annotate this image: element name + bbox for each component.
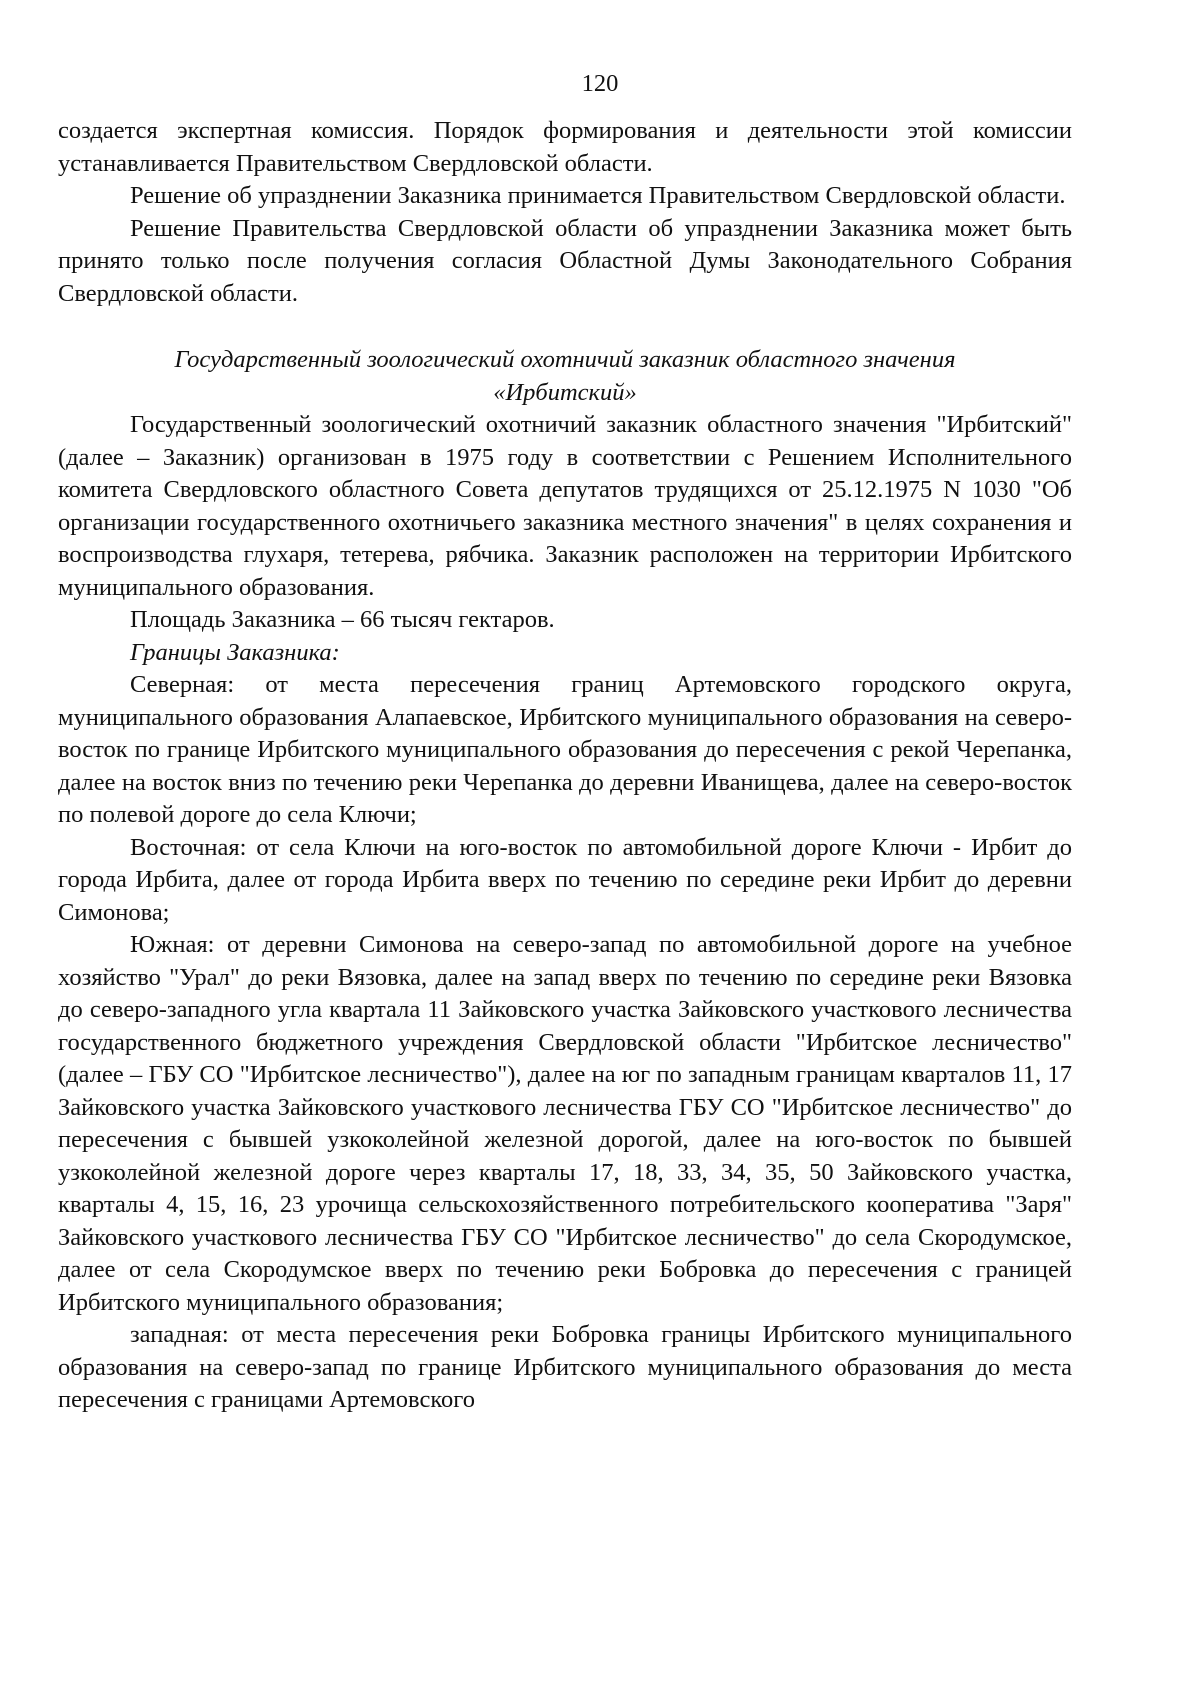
paragraph-border-south: Южная: от деревни Симонова на северо-запад по автомобильной дороге на учебное хозяйство "Урал" до реки Вязовка, далее на запад вверх по течению по середине реки Вязовка до северо-западного угла квартала 11 Зайковского участка Зайковского участкового лесничества государственного бюджетного учреждения Свердловской области "Ирбитское лесничество" (далее – ГБУ СО "Ирбитское лесничество"), далее на юг по западным границам кварталов 11, 17 Зайковского участка Зайковского участкового лесничества ГБУ СО "Ирбитское лесничество" до пересечения с бывшей узкоколейной железной дорогой, далее на юго-восток по бывшей узкоколейной железной дороге через кварталы 17, 18, 33, 34, 35, 50 Зайковского участка, кварталы 4, 15, 16, 23 урочища сельскохозяйственного потребительского кооператива "Заря" Зайковского участкового лесничества ГБУ СО "Ирбитское лесничество" до села Скородумское, далее от села Скородумское вверх по течению реки Бобровка до пересечения с границей Ирбитского муниципального образования; xyxy=(58,931,1072,1316)
page-number: 120 xyxy=(581,70,619,97)
section-heading-title: «Ирбитский» xyxy=(493,378,637,406)
paragraph-duma-consent: Решение Правительства Свердловской области об упразднении Заказника может быть принято только после получения согласия Областной Думы Законодательного Собрания Свердловской области. xyxy=(58,214,1072,307)
section-heading-line: Государственный зоологический охотничий заказник областного значения xyxy=(174,346,956,373)
section-heading xyxy=(58,344,1072,409)
paragraph-border-north: Северная: от места пересечения границ Артемовского городского округа, муниципального образования Алапаевское, Ирбитского муниципального образования на северо-восток по границе Ирбитского муниципального образования до пересечения с рекой Черепанка, далее на восток вниз по течению реки Черепанка до деревни Иванищева, далее на северо-восток по полевой дороге до села Ключи; xyxy=(58,671,1072,828)
paragraph-reserve-description: Государственный зоологический охотничий заказник областного значения "Ирбитский" (далее – Заказник) организован в 1975 году в соответствии с Решением Исполнительного комитета Свердловского областного Совета депутатов трудящихся от 25.12.1975 N 1030 "Об организации государственного охотничьего заказника местного значения" в целях сохранения и воспроизводства глухаря, тетерева, рябчика. Заказник расположен на территории Ирбитского муниципального образования. xyxy=(58,411,1072,601)
borders-label: Границы Заказника: xyxy=(130,638,340,666)
paragraph-border-east: Восточная: от села Ключи на юго-восток по автомобильной дороге Ключи - Ирбит до города Ирбита, далее от города Ирбита вверх по течению по середине реки Ирбит до деревни Симонова; xyxy=(58,833,1072,926)
paragraph-commission: создается экспертная комиссия. Порядок формирования и деятельности этой комиссии устанавливается Правительством Свердловской области. xyxy=(58,117,1072,177)
paragraph-abolition-decision: Решение об упразднении Заказника принимается Правительством Свердловской области. xyxy=(130,182,1066,209)
document-body xyxy=(58,115,1072,1417)
paragraph-reserve-area: Площадь Заказника – 66 тысяч гектаров. xyxy=(130,606,555,633)
paragraph-border-west: западная: от места пересечения реки Бобровка границы Ирбитского муниципального образования на северо-запад по границе Ирбитского муниципального образования до места пересечения с границами Артемовского xyxy=(58,1321,1072,1413)
